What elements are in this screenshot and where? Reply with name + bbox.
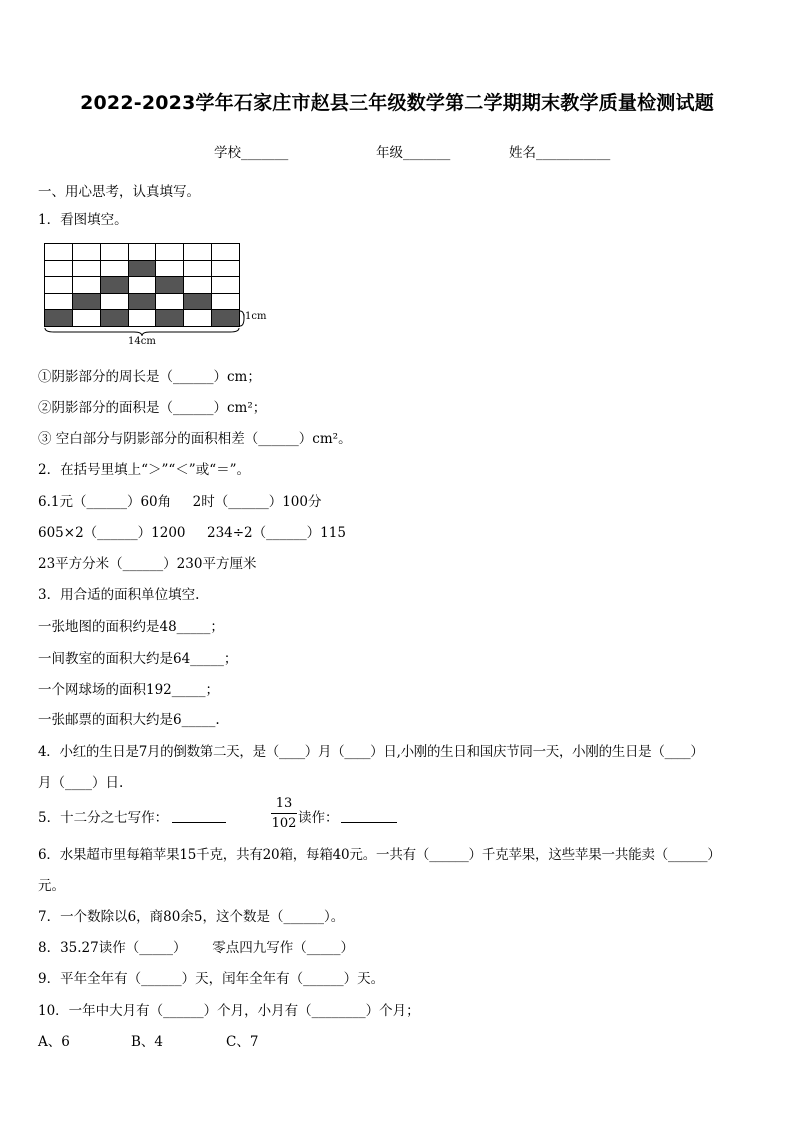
grid-cell — [128, 310, 156, 327]
answer-blank — [172, 808, 226, 823]
question-2-title: 2．在括号里填上“＞”“＜”或“＝”。 — [38, 462, 250, 478]
question-8: 8．35.27读作（_____） 零点四九写作（_____） — [38, 940, 354, 956]
grid-cell — [100, 244, 128, 261]
grid-cell — [128, 260, 156, 277]
question-5-label: 5．十二分之七写作： — [38, 810, 169, 826]
grid-cell — [128, 277, 156, 294]
option-c: C、7 — [226, 1034, 259, 1050]
question-3-line-3: 一个网球场的面积192_____； — [38, 682, 220, 698]
question-2-line-2: 605×2（______）1200 234÷2（______）115 — [38, 525, 346, 541]
grid-cell — [45, 310, 73, 327]
question-3-line-4: 一张邮票的面积大约是6_____. — [38, 712, 220, 728]
grid-cell — [45, 260, 73, 277]
grid-cell — [100, 260, 128, 277]
grid-cell — [212, 244, 240, 261]
page-title: 2022-2023学年石家庄市赵县三年级数学第二学期期末教学质量检测试题 — [80, 92, 714, 114]
grid-cell — [128, 244, 156, 261]
option-b: B、4 — [131, 1034, 164, 1050]
name-field: 姓名___________ — [509, 145, 611, 161]
grid-cell — [100, 310, 128, 327]
grid-cell — [212, 260, 240, 277]
grid-cell — [72, 310, 100, 327]
grid-cell — [72, 277, 100, 294]
grid-cell — [184, 244, 212, 261]
question-5-read-label: 读作： — [298, 810, 339, 826]
question-1b: ②阴影部分的面积是（______）cm²； — [38, 400, 267, 416]
fraction-numerator: 13 — [271, 796, 297, 814]
grid-cell — [100, 293, 128, 310]
question-1a: ①阴影部分的周长是（______）cm； — [38, 369, 261, 385]
grid-cell — [184, 260, 212, 277]
fraction-denominator: 102 — [271, 816, 297, 831]
question-2-line-1: 6.1元（______）60角 2时（______）100分 — [38, 494, 322, 510]
option-a: A、6 — [38, 1034, 70, 1050]
grid-cell — [184, 277, 212, 294]
answer-blank — [341, 808, 397, 823]
grid-cell — [100, 277, 128, 294]
section-heading: 一、用心思考，认真填写。 — [38, 184, 200, 200]
grid-cell — [156, 293, 184, 310]
grid-cell — [184, 310, 212, 327]
question-10: 10．一年中大月有（______）个月，小月有（________）个月； — [38, 1003, 420, 1019]
width-label: 14cm — [128, 336, 156, 347]
question-3-title: 3．用合适的面积单位填空. — [38, 587, 200, 603]
question-6-line-1: 6．水果超市里每箱苹果15千克，共有20箱，每箱40元。一共有（______）千克苹果，这些苹果一共能卖（______） — [38, 847, 721, 863]
grid-cell — [128, 293, 156, 310]
question-9: 9．平年全年有（______）天，闰年全年有（______）天。 — [38, 971, 385, 987]
question-4-line-2: 月（____）日. — [38, 775, 124, 791]
shaded-grid-figure — [44, 243, 240, 327]
grid-cell — [156, 310, 184, 327]
grid-cell — [45, 293, 73, 310]
school-field: 学校_______ — [214, 145, 289, 161]
fraction — [271, 796, 297, 831]
grid-cell — [45, 244, 73, 261]
question-1c: ③ 空白部分与阴影部分的面积相差（______）cm²。 — [38, 431, 352, 447]
grid-cell — [72, 244, 100, 261]
question-7: 7．一个数除以6，商80余5，这个数是（______）。 — [38, 909, 345, 925]
question-6-line-2: 元。 — [38, 878, 65, 894]
question-3-line-1: 一张地图的面积约是48_____； — [38, 619, 224, 635]
grid-cell — [72, 293, 100, 310]
grid-cell — [212, 310, 240, 327]
question-1-title: 1．看图填空。 — [38, 212, 128, 228]
grid-cell — [45, 277, 73, 294]
width-brace — [44, 328, 240, 336]
grid-cell — [156, 244, 184, 261]
grid-cell — [212, 277, 240, 294]
grade-field: 年级_______ — [376, 145, 451, 161]
question-2-line-3: 23平方分米（______）230平方厘米 — [38, 556, 257, 572]
height-label: 1cm — [245, 311, 267, 322]
grid-cell — [156, 260, 184, 277]
question-3-line-2: 一间教室的面积大约是64_____； — [38, 651, 238, 667]
grid-cell — [212, 293, 240, 310]
question-4-line-1: 4．小红的生日是7月的倒数第二天，是（____）月（____）日,小刚的生日和国庆节同一天，小刚的生日是（____） — [38, 744, 704, 760]
grid-cell — [72, 260, 100, 277]
grid-cell — [184, 293, 212, 310]
grid-cell — [156, 277, 184, 294]
